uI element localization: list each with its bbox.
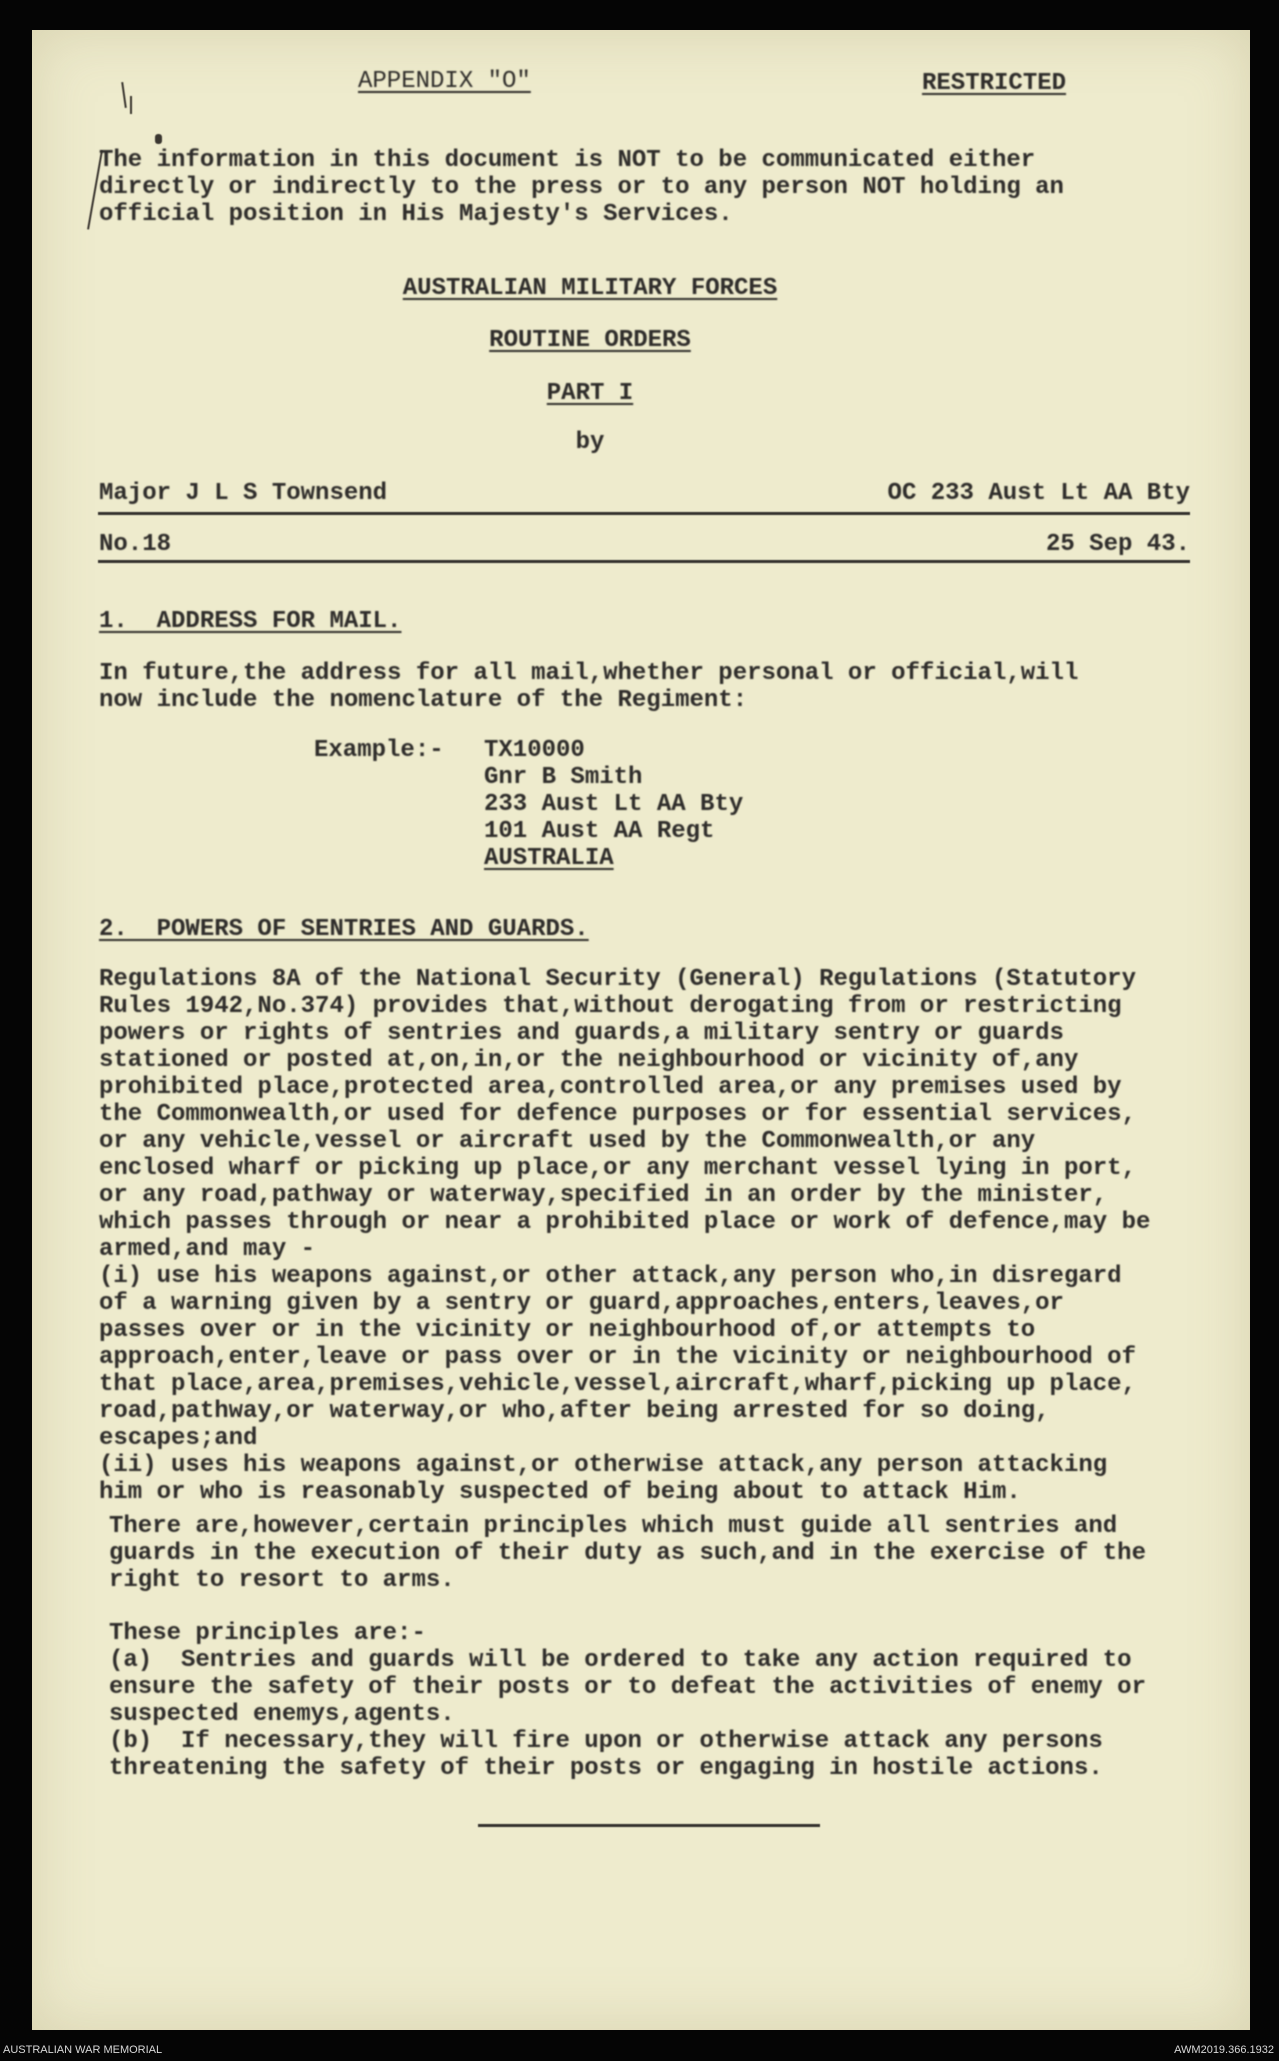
orders-title: ROUTINE ORDERS bbox=[489, 327, 691, 354]
section-2-paragraph: Regulations 8A of the National Security (General) Regulations (Statutory Rules 1942,No.374) provides that,without derogating from or restricting powers or rights of sentries and guards,a military sentry or guards stationed or posted at,on,in,or the neighbourhood or vicinity of,any prohibited place,protected area,controlled area,or any premises used by the Commonwealth,or used for defence purposes or for essential services, or any vehicle,vessel or aircraft used by the Commonwealth,or any enclosed wharf or picking up place,or any merchant vessel lying in port, or any road,pathway or waterway,specified in an order by the minister, which passes through or near a prohibited place or work of defence,may be armed,and may - (i) use his weapons against,or other attack,any person who,in disregard of a warning given by a sentry or guard,approaches,enters,leaves,or passes over or in the vicinity or neighbourhood of,or attempts to approach,enter,leave or pass over or in the vicinity or neighbourhood of that place,area,premises,vehicle,vessel,aircraft,wharf,picking up place, road,pathway,or waterway,or who,after being arrested for so doing, escapes;and (ii) uses his weapons against,or otherwise attack,any person attacking him or who is reasonably suspected of being about to attack Him. bbox=[99, 966, 1151, 1506]
order-number: No.18 bbox=[99, 531, 172, 558]
example-label: Example:- bbox=[314, 737, 444, 764]
section-2-paragraph: There are,however,certain principles which must guide all sentries and guards in the execution of their duty as such,and in the exercise of the right to resort to arms. bbox=[109, 1513, 1146, 1594]
margin-mark bbox=[155, 134, 162, 144]
example-line: TX10000 bbox=[484, 737, 585, 764]
force-title: AUSTRALIAN MILITARY FORCES bbox=[402, 275, 778, 302]
header-rule bbox=[98, 512, 1190, 515]
part-title: PART I bbox=[546, 380, 634, 407]
archive-reference: AWM2019.366.1932 bbox=[1174, 2044, 1274, 2056]
section-1-heading: 1. ADDRESS FOR MAIL. bbox=[99, 608, 402, 635]
section-1-body: In future,the address for all mail,whether personal or official,will now include the nomenclature of the Regiment: bbox=[99, 660, 1079, 714]
commander-name: Major J L S Townsend bbox=[99, 480, 388, 507]
classification-label: RESTRICTED bbox=[922, 70, 1067, 97]
by-label: by bbox=[575, 429, 605, 456]
section-2-paragraph: These principles are:- (a) Sentries and guards will be ordered to take any action required to ensure the safety of their posts or to defeat the activities of enemy or suspected enemys,agents. (b) If necessary,they will fire upon or otherwise attack any persons threatening the safety of their posts or engaging in hostile actions. bbox=[109, 1620, 1146, 1782]
margin-mark bbox=[130, 96, 132, 114]
archive-credit: AUSTRALIAN WAR MEMORIAL bbox=[3, 2044, 163, 2056]
closing-rule bbox=[478, 1824, 820, 1827]
example-line: 233 Aust Lt AA Bty bbox=[484, 791, 744, 818]
example-line: AUSTRALIA bbox=[484, 845, 614, 872]
order-date: 25 Sep 43. bbox=[1045, 531, 1190, 558]
example-line: Gnr B Smith bbox=[484, 764, 643, 791]
example-line: 101 Aust AA Regt bbox=[484, 818, 715, 845]
distribution-notice: The information in this document is NOT to be communicated either directly or indirectly to the press or to any person NOT holding an official position in His Majesty's Services. bbox=[99, 147, 1064, 228]
header-rule bbox=[98, 560, 1190, 563]
appendix-label: APPENDIX "O" bbox=[358, 68, 531, 95]
section-2-heading: 2. POWERS OF SENTRIES AND GUARDS. bbox=[99, 916, 589, 943]
commander-unit: OC 233 Aust Lt AA Bty bbox=[887, 480, 1190, 507]
